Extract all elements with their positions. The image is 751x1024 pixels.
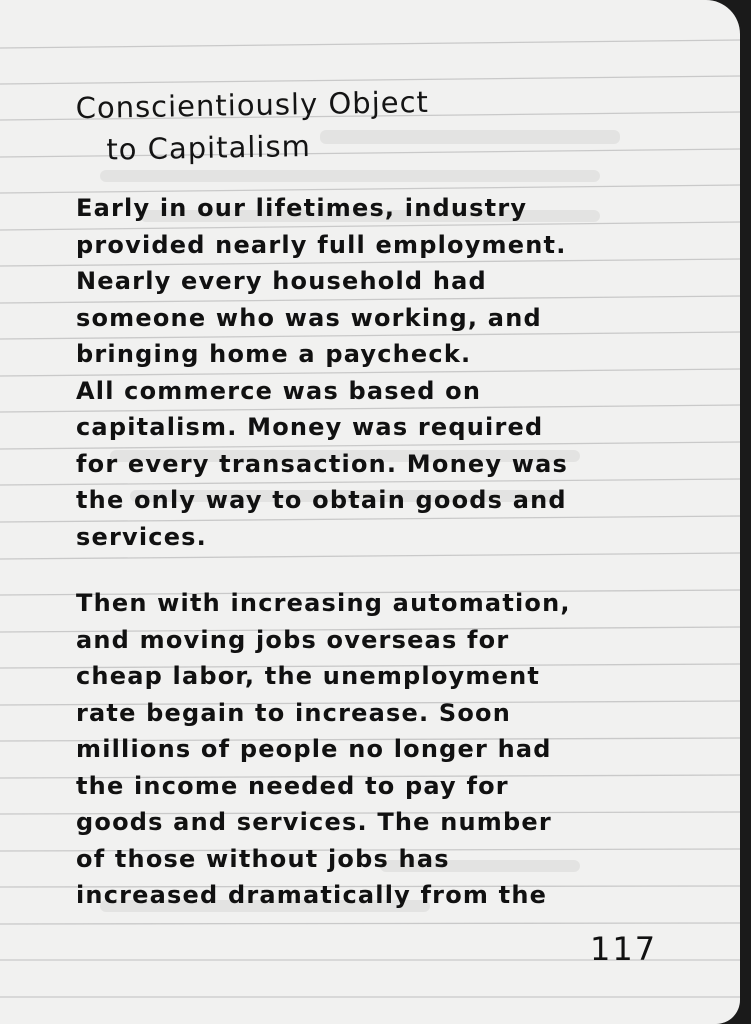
text-line: services.	[76, 522, 207, 551]
text-line: cheap labor, the unemployment	[76, 662, 541, 690]
text-line: capitalism. Money was required	[76, 413, 544, 441]
text-line: of those without jobs has	[76, 844, 450, 873]
text-line: and moving jobs overseas for	[76, 625, 510, 654]
title-line-1: Conscientiously Object	[75, 84, 430, 126]
text-line: the only way to obtain goods and	[76, 486, 567, 514]
text-line: goods and services. The number	[76, 808, 552, 836]
text-line: Then with increasing automation,	[76, 589, 571, 617]
text-line: for every transaction. Money was	[76, 449, 568, 478]
text-line: millions of people no longer had	[76, 735, 552, 763]
paragraph-1	[76, 190, 568, 555]
text-line: increased dramatically from the	[76, 881, 548, 909]
text-line: Early in our lifetimes, industry	[76, 194, 528, 222]
text-line: All commerce was based on	[76, 376, 482, 405]
title-line-2: to Capitalism	[106, 128, 312, 167]
text-line: someone who was working, and	[76, 303, 542, 332]
text-line: the income needed to pay for	[76, 771, 509, 800]
page-number: 117	[590, 930, 658, 968]
paragraph-2	[76, 585, 571, 914]
text-line: bringing home a paycheck.	[76, 340, 472, 368]
text-line: Nearly every household had	[76, 267, 487, 295]
text-line: rate begain to increase. Soon	[76, 698, 511, 727]
page-title	[75, 81, 430, 171]
text-line: provided nearly full employment.	[76, 230, 567, 259]
